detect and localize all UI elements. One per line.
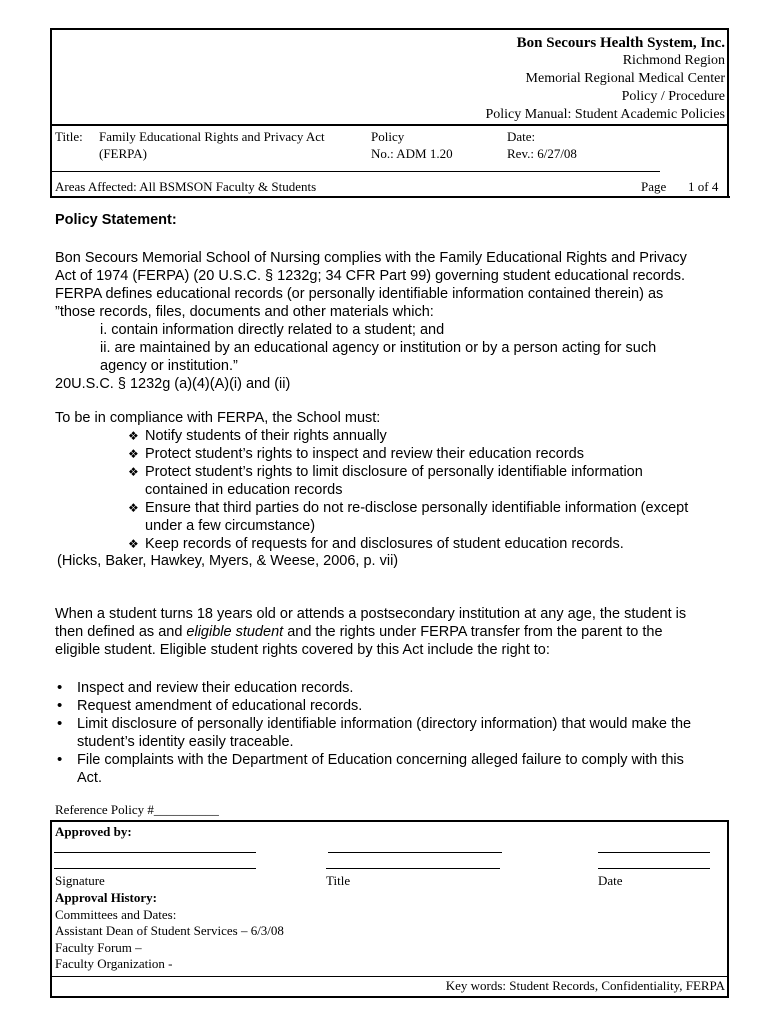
page-number: 1 of 4	[688, 179, 719, 194]
approval-history-title: Approval History:	[55, 890, 157, 905]
revision-date: Rev.: 6/27/08	[507, 146, 577, 161]
title-label-footer: Title	[326, 873, 351, 888]
para2	[55, 605, 686, 659]
doc-type: Policy / Procedure	[621, 89, 725, 104]
rights-item-text: • Request amendment of educational records.	[77, 698, 363, 714]
para1	[55, 249, 687, 393]
compliance-item-text: ❖ Keep records of requests for and disclosures of student education records.	[145, 536, 624, 552]
signature-line	[54, 868, 256, 869]
para1-line: Act of 1974 (FERPA) (20 U.S.C. § 1232g; 34 CFR Part 99) governing student educational records.	[55, 268, 685, 284]
compliance-item	[145, 463, 735, 499]
org-name: Bon Secours Health System, Inc.	[516, 35, 725, 51]
policy-label: Policy	[371, 129, 405, 144]
areas-affected: Areas Affected: All BSMSON Faculty & Students	[55, 179, 317, 194]
rights-item-text: • Limit disclosure of personally identifiable information (directory information) that would make the	[77, 716, 692, 732]
para1-line: Bon Secours Memorial School of Nursing complies with the Family Educational Rights and Privacy	[55, 250, 687, 266]
rights-item	[53, 697, 743, 715]
title-row-divider	[52, 171, 660, 172]
para2-text: then defined as and	[55, 624, 187, 640]
para1-line: FERPA defines educational records (or personally identifiable information contained therein) as	[55, 286, 664, 302]
region: Richmond Region	[622, 53, 725, 68]
title-line	[328, 852, 502, 853]
rights-item-text-cont: Act.	[77, 770, 102, 786]
approval-history	[55, 890, 284, 973]
keywords: Key words: Student Records, Confidentiality, FERPA	[445, 978, 725, 993]
citation-hicks: (Hicks, Baker, Hawkey, Myers, & Weese, 2006, p. vii)	[57, 553, 399, 569]
sub-item-ii: ii. are maintained by an educational agency or institution or by a person acting for such	[100, 340, 657, 356]
signature-line	[54, 852, 256, 853]
eligible-student-term: eligible student	[186, 624, 284, 640]
rights-item-text: • Inspect and review their education records.	[77, 680, 354, 696]
title-line1: Family Educational Rights and Privacy Act	[99, 129, 325, 144]
keywords-divider	[50, 976, 729, 977]
faculty-forum: Faculty Forum –	[55, 939, 142, 955]
approved-by: Approved by:	[55, 824, 132, 839]
page-label: Page	[641, 179, 667, 194]
policy-number: No.: ADM 1.20	[371, 146, 453, 161]
committees-dates: Committees and Dates:	[55, 906, 177, 922]
citation-usc: 20U.S.C. § 1232g (a)(4)(A)(i) and (ii)	[55, 376, 291, 392]
para2-text: and the rights under FERPA transfer from the parent to the	[283, 624, 663, 640]
rights-list	[53, 679, 743, 787]
rights-item	[53, 751, 743, 787]
compliance-item-text-cont: contained in education records	[145, 482, 343, 498]
sub-item-i: i. contain information directly related to a student; and	[100, 322, 445, 338]
para2-line3: eligible student. Eligible student rights covered by this Act include the right to:	[55, 642, 550, 658]
para2-line1: When a student turns 18 years old or attends a postsecondary institution at any age, the student is	[55, 606, 687, 622]
org-block	[485, 34, 725, 124]
areas-divider	[50, 196, 730, 198]
compliance-item-text: ❖ Protect student’s rights to limit disclosure of personally identifiable information	[145, 464, 643, 480]
rights-item-text: • File complaints with the Department of Education concerning alleged failure to comply with this	[77, 752, 684, 768]
reference-policy: Reference Policy #__________	[55, 802, 219, 817]
compliance-item	[145, 535, 735, 553]
compliance-item-text: ❖ Ensure that third parties do not re-disclose personally identifiable information (except	[145, 500, 689, 516]
signature-label: Signature	[55, 873, 105, 888]
compliance-item-text-cont: under a few circumstance)	[145, 518, 316, 534]
compliance-item	[145, 427, 735, 445]
assistant-dean: Assistant Dean of Student Services – 6/3/08	[55, 923, 284, 938]
date-label-footer: Date	[598, 873, 623, 888]
date-label: Date:	[507, 129, 536, 144]
compliance-item-text: ❖ Protect student’s rights to inspect and review their education records	[145, 446, 584, 462]
date-line	[598, 852, 710, 853]
faculty-organization: Faculty Organization -	[55, 956, 173, 971]
manual: Policy Manual: Student Academic Policies	[485, 107, 725, 122]
rights-item-text-cont: student’s identity easily traceable.	[77, 734, 294, 750]
compliance-item-text: ❖ Notify students of their rights annually	[145, 428, 387, 444]
rights-item	[53, 715, 743, 751]
sub-item-ii-cont: agency or institution.”	[100, 358, 238, 374]
rights-item	[53, 679, 743, 697]
para1-line: ”those records, files, documents and other materials which:	[55, 304, 434, 320]
title-line	[326, 868, 500, 869]
title-label: Title:	[55, 129, 83, 144]
section-title: Policy Statement:	[55, 212, 177, 228]
header-divider	[50, 124, 728, 126]
para2-line2	[55, 623, 686, 641]
title-line2: (FERPA)	[99, 146, 147, 161]
compliance-item	[145, 499, 735, 535]
center: Memorial Regional Medical Center	[525, 71, 725, 86]
compliance-item	[145, 445, 735, 463]
compliance-list	[145, 427, 735, 553]
compliance-intro: To be in compliance with FERPA, the School must:	[55, 410, 381, 426]
date-line	[598, 868, 710, 869]
